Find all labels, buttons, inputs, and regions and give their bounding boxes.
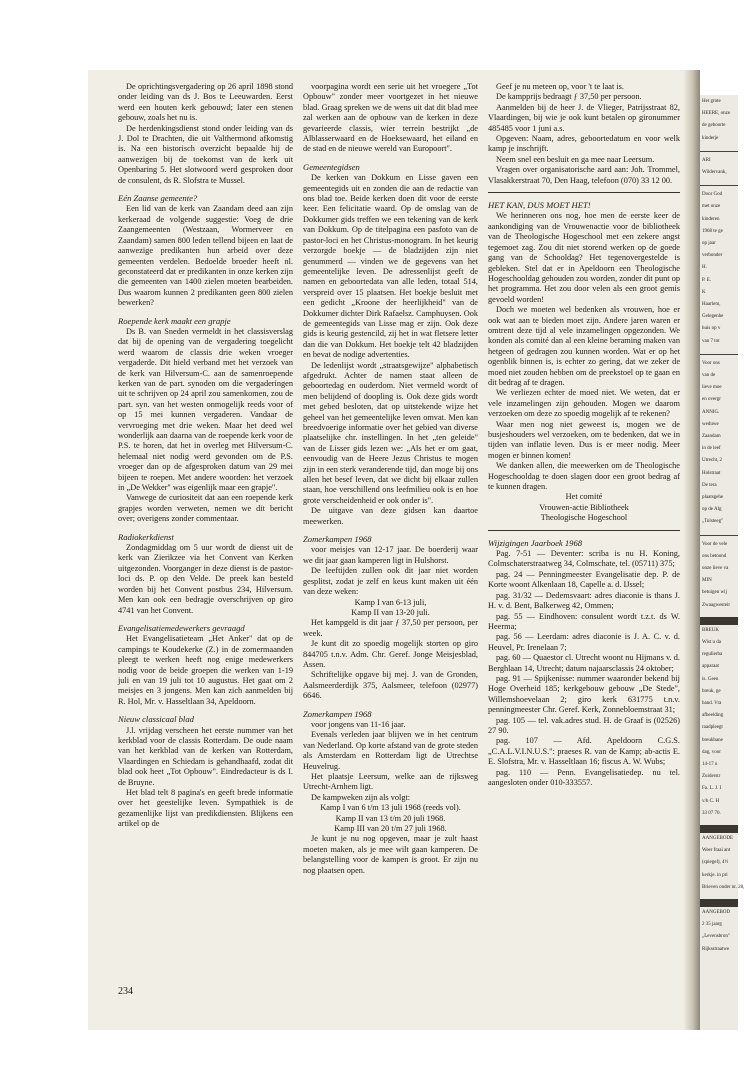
adjacent-text-fragment: Fa. L. J. I bbox=[702, 786, 722, 792]
paragraph: Opgeven: Naam, adres, geboortedatum en voor welk kamp je inschrijft. bbox=[488, 134, 680, 154]
paragraph: Ds B. van Sneden vermeldt in het classisverslag dat bij de opening van de vergadering toegelicht werd waarom de classis drie weken vroeger vergaderde. Dit hield verband met het verzoek van de kerk van Hilversum-C. aan de samenroepende kerken van de part. synoden om die vergaderingen uit te schrijven op 24 april zou samenkomen, zou de part. syn. van het westen onmogelijk reeds voor of op 15 mei kunnen vergaderen. Vandaar de vervroeging met drie weken. Maar het deed wel wonderlijk aan daarna van de roepende kerk voor de P.S. te horen, dat het in overleg met Hilversum-C. helemaal niet nodig werd gevonden om de P.S. vroeger dan op de afgesproken datum van 29 mei bijeen te roepen. Met andere woorden: het verzoek in „De Wekker" was eigenlijk maar een grapje". bbox=[118, 326, 293, 493]
adjacent-text-fragment: De tera bbox=[702, 482, 717, 488]
paragraph: Zondagmiddag om 5 uur wordt de dienst uit de kerk van Zierikzee via het Convent van Kerken uitgezonden. Voorganger in deze dienst is de pastor-loci ds. P. op den Velde. De preek kan besteld worden bij het Convent postbus 234, Hilversum. Men kan ook een bedragje overschrijven op giro 4741 van het Convent. bbox=[118, 543, 293, 615]
paragraph: Schriftelijke opgave bij mej. J. van de Gronden, Aalsmeerderdijk 375, Aalsmeer, telefoon (02977) 6646. bbox=[303, 670, 478, 701]
adjacent-text-fragment: Voor de vele bbox=[702, 541, 728, 547]
adjacent-text-fragment: en overgr bbox=[702, 397, 721, 403]
adjacent-text-fragment: Rijksstraatwe bbox=[702, 946, 730, 952]
section-heading: Radiokerkdienst bbox=[118, 531, 174, 542]
adjacent-text-fragment: afbeelding bbox=[702, 713, 724, 719]
adjacent-text-fragment: AANGEBODE bbox=[702, 836, 734, 841]
centered-line: Kamp II van 13 t/m 20 juli 1968. bbox=[335, 813, 446, 823]
adjacent-heading-bar bbox=[700, 617, 738, 625]
paragraph: Pag. 7-51 — Deventer: scriba is nu H. Koning, Colmschaterstraatweg 34, Colmschate, tel. (05711) 375; bbox=[488, 549, 680, 569]
adjacent-page-fragment bbox=[700, 95, 744, 1030]
paragraph: pag. 55 — Eindhoven: consulent wordt t.z.t. ds W. Heerma; bbox=[488, 611, 680, 631]
column-2 bbox=[303, 82, 478, 876]
paragraph: Neem snel een besluit en ga mee naar Leersum. bbox=[496, 154, 655, 164]
adjacent-divider bbox=[700, 185, 738, 186]
adjacent-text-fragment: Wist u da bbox=[702, 640, 721, 645]
paragraph: Het plaatsje Leersum, welke aan de rijksweg Utrecht-Arnhem ligt. bbox=[303, 772, 478, 792]
adjacent-text-fragment: Holstraat bbox=[702, 470, 721, 476]
adjacent-text-fragment: breukbane bbox=[702, 737, 723, 743]
paragraph: Evenals verleden jaar blijven we in het centrum van Nederland. Op korte afstand van de grote steden als Amsterdam en Rotterdam ligt de Utrechtse Heuvelrug. bbox=[303, 730, 478, 771]
adjacent-text-fragment: Utrecht, 2 bbox=[702, 458, 722, 464]
adjacent-text-fragment: regulierba bbox=[702, 652, 723, 658]
paragraph: Vragen over organisatorische aard aan: Joh. Trommel, Vlasakkerstraat 70, Den Haag, telefoon (070) 33 12 00. bbox=[488, 165, 680, 185]
centered-line: Vrouwen-actie Bibliotheek bbox=[539, 502, 629, 512]
paragraph: Aanmelden bij de heer J. de Vlieger, Patrijsstraat 82, Vlaardingen, bij wie je ook kunt betalen op gironummer 485485 voor 1 juni a.s. bbox=[488, 102, 680, 133]
paragraph: Vanwege de curiositeit dat aan een roepende kerk grapjes worden verweten, nemen we dit bericht over; overigens zonder commentaar. bbox=[118, 493, 293, 524]
centered-line: Kamp II van 13-20 juli. bbox=[351, 607, 430, 617]
paragraph: Geef je nu meteen op, voor 't te laat is. bbox=[496, 82, 624, 91]
adjacent-text-fragment: ARI bbox=[702, 157, 711, 163]
paragraph: pag. 105 — tel. vak.adres stud. H. de Graaf is (02526) 27 90. bbox=[488, 715, 680, 735]
adjacent-text-fragment: betuigen wij bbox=[702, 590, 727, 596]
paragraph: Het kampgeld is dit jaar ƒ 37,50 per persoon, per week. bbox=[303, 618, 478, 638]
adjacent-text-fragment: 14-17 u bbox=[702, 762, 718, 767]
section-heading: Gemeentegidsen bbox=[303, 161, 360, 172]
paragraph: Doch we moeten wel bedenken als vrouwen, hoe er ook wat aan te bieden moet zijn. Andere jaren waren er omtrent deze tijd al vele inzamelingen opgezonden. We konden als comité dan al een kleine beraming maken van hetgeen of gedragen zou kunnen worden. Wat er op het ogenblik binnen is, is echter zo gering, dat we zeker de moed niet zouden hebben om de preekstoel op te gaan en dit bedrag af te dragen. bbox=[488, 305, 680, 387]
paragraph: Het blad telt 8 pagina's en geeft brede informatie over het geestelijke leven. Sympathiek is de gezamenlijke lijst van predikdiensten. Blijkens een artikel op de bbox=[118, 788, 293, 829]
paragraph: pag. 91 — Spijkenisse: nummer waaronder bekend bij Hoge Overheid 185; kerkgebouw gebouw „De Stede", Willemshoevelaan 2; giro kerk 631775 t.n.v. penningmeester Chr. Geref. Kerk, Zonnebloemstraat 31; bbox=[488, 673, 680, 715]
adjacent-text-fragment: van 7 tot bbox=[702, 338, 720, 344]
adjacent-text-fragment: Weer fraai ant bbox=[702, 848, 731, 854]
adjacent-text-fragment: is. Geen bbox=[702, 676, 719, 682]
paragraph: De kampweken zijn als volgt: bbox=[311, 792, 411, 802]
adjacent-text-fragment: verbonder bbox=[702, 253, 723, 259]
paragraph: pag. 110 — Penn. Evangelisatiedep. nu tel. aangesloten onder 010-333557. bbox=[488, 767, 680, 787]
paragraph: De kampprijs bedraagt ƒ 37,50 per persoon. bbox=[496, 92, 642, 102]
section-heading: Evangelisatiemedewerkers gevraagd bbox=[118, 622, 245, 633]
adjacent-text-fragment: Haarlem, bbox=[702, 302, 721, 307]
paragraph: pag. 107 — Afd. Apeldoorn C.G.S. „C.A.L.V.I.N.U.S.": praeses R. van de Kamp; ab-actis E. E. Slofstra, Mr. v. Hasseltlaan 16; fiscus A. W. Wubs; bbox=[488, 736, 680, 767]
paragraph: voorpagina wordt een serie uit het vroegere „Tot Opbouw" zonder meer voortgezet in het nieuwe blad. Graag spreken we de wens uit dat dit blad mee zal werken aan de opbouw van de kerken in deze gevarieerde classis, wier terrein bestrijkt „de Alblasserwaard en de Hoeksewaard, het eiland en de stad en de nieuwe wereld van Europoort". bbox=[303, 82, 478, 154]
centered-line: Theologische Hogeschool bbox=[540, 513, 628, 523]
adjacent-text-fragment: Wildervank, bbox=[702, 170, 727, 175]
centered-line: Kamp III van 20 t/m 27 juli 1968. bbox=[334, 824, 447, 834]
adjacent-text-fragment: kinderje bbox=[702, 135, 719, 141]
adjacent-text-fragment: op jaar bbox=[702, 241, 716, 246]
paragraph: pag. 60 — Quaestor cl. Utrecht woont nu Hijmans v. d. Berghlaan 14, Utrecht; datum najaarsclassis 24 oktober; bbox=[488, 653, 680, 673]
paragraph: voor meisjes van 12-17 jaar. De boerderij waar we dit jaar gaan kamperen ligt in Hulshorst. bbox=[303, 545, 478, 565]
section-heading: Nieuw classicaal blad bbox=[118, 714, 194, 725]
paragraph: We verliezen echter de moed niet. We weten, dat er vele inzamelingen zijn gehouden. Mogen we daarom verzoeken om deze zo spoedig mogelijk af te rekenen? bbox=[488, 388, 680, 419]
adjacent-divider bbox=[700, 535, 738, 536]
section-heading: Wijzigingen Jaarboek 1968 bbox=[488, 537, 583, 548]
centered-line: Kamp I van 6 t/m 13 juli 1968 (reeds vol). bbox=[320, 803, 461, 813]
paragraph: De leeftijden zullen ook dit jaar niet worden gesplitst, zodat je zelf en keus kunt maken uit één van deze weken: bbox=[303, 566, 478, 597]
adjacent-text-fragment: Door God bbox=[702, 192, 723, 198]
page-gutter bbox=[684, 70, 700, 1030]
centered-line: Het comité bbox=[565, 492, 603, 502]
adjacent-text-fragment: onze lieve va bbox=[702, 566, 729, 571]
adjacent-text-fragment: Zwaagwesteir bbox=[702, 602, 731, 608]
adjacent-text-fragment: dag, voor bbox=[702, 749, 721, 755]
column-3 bbox=[488, 82, 680, 788]
adjacent-divider bbox=[700, 354, 738, 355]
adjacent-text-fragment: Het grote bbox=[702, 99, 721, 104]
centered-line: Kamp I van 6-13 juli, bbox=[354, 597, 427, 607]
section-heading: Zomerkampen 1968 bbox=[303, 708, 372, 719]
adjacent-text-fragment: 33 07 70. bbox=[702, 810, 721, 816]
paragraph: De uitgave van deze gidsen kan daartoe meewerken. bbox=[303, 506, 478, 526]
adjacent-text-fragment: huis op v bbox=[702, 326, 721, 332]
adjacent-text-fragment: kinderen bbox=[702, 216, 720, 222]
paragraph: Het Evangelisatieteam „Het Anker" dat op de campings te Koudekerke (Z.) in de zomermaanden pleegt te werken heeft nog enige medewerkers nodig voor de beide groepen die werken van 1-19 juli en van 19 juli tot 10 augustus. Het gaat om 2 meisjes en 3 jongens. Men kan zich aanmelden bij R. Hol, Mr. v. Hasseltlaan 34, Apeldoorn. bbox=[118, 634, 293, 706]
paragraph: De ledenlijst wordt „straatsgewijze" alphabetisch afgedrukt. Achter de namen staat alleen de geboortedag en ouderdom. Niet vermeld wordt of men belijdend of doopling is. Ook deze gids wordt met gebed besloten, dat op uitstekende wijze het geheel van het gemeentelijke leven omvat. Men kan breedvoerige informatie over het gebied van diverse plaatselijke chr. instellingen. In het „ten geleide" van de Lisser gids lezen we: „Als het er om gaat, eenvoudig van de Heere Jezus Christus te mogen zijn in een sterk veranderende tijd, dan moge bij ons allen het besef leven, dat we dicht bij elkaar zullen staan, hoe verschillend ons leefmilieu ook is en hoe grote verscheidenheid er ook onder is". bbox=[303, 360, 478, 505]
paragraph: De kerken van Dokkum en Lisse gaven een gemeentegids uit en zonden die aan de redactie van ons blad toe. Beide kerken doen dit voor de eerste keer. Een felicitatie waard. Op de omslag van de Dokkumer gids treffen we een tekening van de kerk van Dokkum. Op de titelpagina een pasfoto van de pastor-loci en het Christus-monogram. In het keurig verzorgde boekje — de bladzijden zijn niet genummerd — vinden we de gegevens van het gemeentelijke leven. De adressenlijst geeft de namen en geboortedata van alle leden, totaal 514, verspreid over 15 plaatsen. Het boekje besluit met een gedicht „Kroone der heerlijkheid" van de Dokkumer dichter Dirk Rafaelsz. Camphuysen. Ook de gemeentegids van Lisse mag er zijn. Ook deze gids is keurig gestencild, zij het in wat fletsere letter dan die van Dokkum. Het boekje telt 42 bladzijden en bevat de nodige advertenties. bbox=[303, 173, 478, 360]
adjacent-text-fragment: op de Alg bbox=[702, 507, 722, 513]
adjacent-text-fragment: BREUK bbox=[702, 627, 719, 633]
paragraph: pag. 31/32 — Dedemsvaart: adres diaconie is thans J. H. v. d. Bent, Balkerweg 42, Ommen; bbox=[488, 590, 680, 611]
adjacent-text-fragment: band. Vra bbox=[702, 701, 722, 706]
adjacent-text-fragment: lieve moe bbox=[702, 385, 722, 391]
paragraph: De oprichtingsvergadering op 26 april 1898 stond onder leiding van ds J. Bos te Leeuwarden. Eerst werd een houten kerk gebouwd; later een stenen gebouw, zoals het nu is. bbox=[118, 82, 293, 123]
adjacent-text-fragment: H. bbox=[702, 265, 707, 271]
adjacent-text-fragment: (spiegel), 4½ bbox=[702, 860, 729, 866]
adjacent-text-fragment: Voor ons bbox=[702, 360, 720, 366]
paragraph: Je kunt je nu nog opgeven, maar je zult haast moeten maken, als je mee wilt gaan kamperen. De belangstelling voor de kampen is groot. Er zijn nu nog plaatsen open. bbox=[303, 834, 478, 875]
adjacent-text-fragment: apparaat bbox=[702, 664, 719, 670]
paragraph: We herinneren ons nog, hoe men de eerste keer de aankondiging van de Vrouwenactie voor de bibliotheek van de Theologische Hogeschool met een zekere angst tegemoet zag. Zou dit niet storend werken op de goede gang van de Schooldag? Het tegenovergestelde is gebleken. Stel dat er in Apeldoorn een Theologische Hogeschooldag gehouden zou worden, zonder dit punt op het programma. Het zou door velen als een groot gemis gevoeld worden! bbox=[488, 211, 680, 304]
adjacent-text-fragment: breuk, ge bbox=[702, 688, 721, 694]
adjacent-text-fragment: met onze bbox=[702, 204, 721, 210]
adjacent-text-fragment: Gelegenhe bbox=[702, 314, 724, 320]
adjacent-text-fragment: ANNIG. bbox=[702, 409, 720, 415]
paragraph: We danken allen, die meewerken om de Theologische Hogeschooldag te doen slagen door een groot bedrag af te kunnen dragen. bbox=[488, 461, 680, 492]
paragraph: Je kunt dit zo spoedig mogelijk storten op giro 844705 t.n.v. Adm. Chr. Geref. Jonge Meisjesblad, Assen. bbox=[303, 639, 478, 669]
adjacent-text-fragment: v/h C. H bbox=[702, 798, 720, 804]
paragraph: voor jongens van 11-16 jaar. bbox=[311, 719, 406, 729]
adjacent-text-fragment: Zuiderstr bbox=[702, 774, 721, 780]
adjacent-text-fragment: 1968 te ge bbox=[702, 228, 723, 234]
adjacent-text-fragment: P. E. bbox=[702, 277, 712, 283]
section-heading: Eén Zaanse gemeente? bbox=[118, 193, 198, 204]
section-rule bbox=[488, 192, 680, 193]
section-heading: HET KAN, DUS MOET HET! bbox=[488, 200, 591, 211]
adjacent-text-fragment: HEERE, onze bbox=[702, 111, 731, 117]
adjacent-text-fragment: raadpleegt bbox=[702, 725, 723, 731]
section-rule bbox=[488, 530, 680, 531]
paragraph: Een lid van de kerk van Zaandam deed aan zijn kerkeraad de volgende suggestie: Voeg de drie Zaangemeenten (Westzaan, Wormerveer en Zaandam) samen 800 leden tellend bijeen en laat de aanwezige predikanten hun arbeid over deze gemeenten verdelen. Bedoelde broeder heeft nl. geconstateerd dat er predikanten in onze kerken zijn die gemeenten van 1400 zielen moeten bearbeiden. Dus waarom kunnen 2 predikanten geen 800 zielen bewerken? bbox=[118, 204, 293, 308]
adjacent-text-fragment: „Tolsteeg" bbox=[702, 519, 724, 525]
adjacent-heading-bar bbox=[700, 825, 738, 833]
adjacent-text-fragment: „Levensbron" bbox=[702, 934, 730, 940]
page-number: 234 bbox=[118, 986, 133, 997]
paragraph: De herdenkingsdienst stond onder leiding van ds J. Dol te Drachten, die uit Valthermond afkomstig is. Na een historisch overzicht bepaalde hij de aanwezigen bij de toekomst van de kerk uit Openbaring 5. Het slotwoord werd gesproken door de consulent, ds R. Slofstra te Mussel. bbox=[118, 123, 293, 185]
adjacent-text-fragment: de geboorte bbox=[702, 123, 726, 129]
column-1 bbox=[118, 82, 293, 830]
section-heading: Zomerkampen 1968 bbox=[303, 534, 372, 545]
adjacent-text-fragment: AANGEBOD bbox=[702, 910, 731, 915]
adjacent-text-fragment: Zaandam bbox=[702, 434, 721, 439]
paragraph: J.l. vrijdag verscheen het eerste nummer van het kerkblad voor de classis Rotterdam. De oude naam van het kerkblad van de kerken van Rotterdam, Vlaardingen en Schiedam is gehandhaafd, zodat dit blad ook heet „Tot Opbouw". Eindredacteur is ds I. de Bruyne. bbox=[118, 725, 293, 787]
adjacent-text-fragment: K bbox=[702, 289, 706, 295]
paragraph: Waar men nog niet geweest is, mogen we de busjeshouders wel verzoeken, om te bedenken, dat we in tijden van inflatie leven. Dus is er meer nodig. Meer mogen er binnen komen! bbox=[488, 419, 680, 460]
adjacent-text-fragment: plaatsgehe bbox=[702, 495, 724, 500]
adjacent-heading-bar bbox=[700, 899, 738, 907]
adjacent-text-fragment: ons betoond bbox=[702, 553, 727, 559]
paragraph: pag. 56 — Leerdam: adres diaconie is J. A. C. v. d. Heuvel, Pr. Irenelaan 7; bbox=[488, 632, 680, 652]
adjacent-text-fragment: 2 35 jaarg bbox=[702, 922, 722, 928]
adjacent-divider bbox=[700, 151, 738, 152]
adjacent-text-fragment: MIN bbox=[702, 578, 712, 584]
adjacent-text-fragment: van de bbox=[702, 373, 716, 378]
adjacent-text-fragment: in de leef bbox=[702, 446, 721, 452]
paragraph: pag. 24 — Penningmeester Evangelisatie dep. P. de Korte woont Alkenlaan 18, Capelle a. d. IJssel; bbox=[488, 569, 680, 590]
adjacent-text-fragment: kerkje. in pri bbox=[702, 872, 728, 878]
adjacent-text-fragment: weduwe bbox=[702, 421, 719, 427]
adjacent-text-fragment: Brieven onder nr. 28, bbox=[702, 884, 744, 890]
section-heading: Roepende kerk maakt een grapje bbox=[118, 315, 231, 326]
